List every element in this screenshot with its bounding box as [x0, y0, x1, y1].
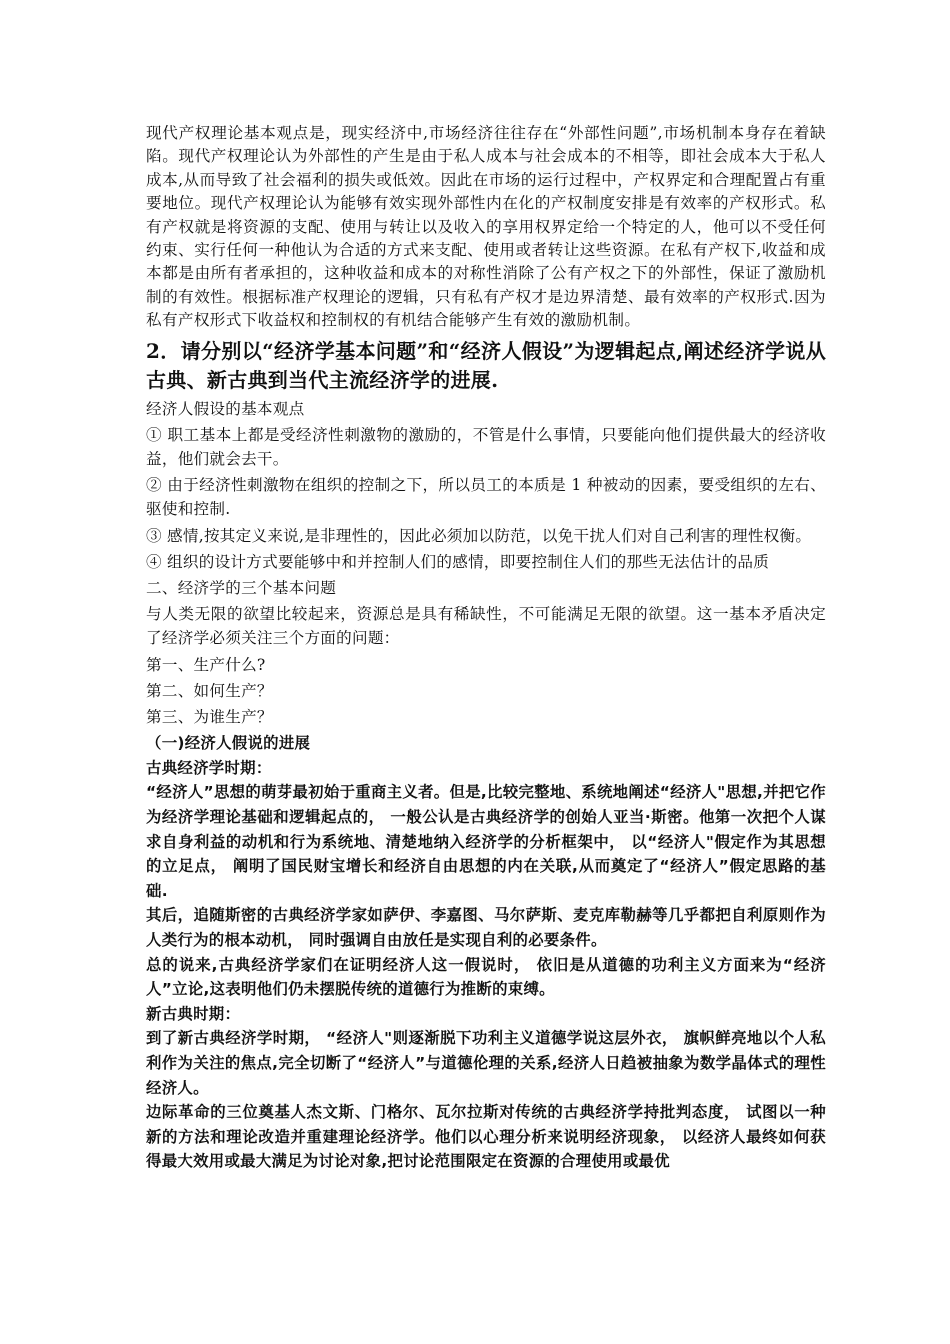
problems-intro: 与人类无限的欲望比较起来，资源总是具有稀缺性，不可能满足无限的欲望。这一基本矛盾决定了经济学必须关注三个方面的问题： — [146, 605, 826, 648]
neoclassical-title: 新古典时期： — [146, 1004, 241, 1023]
neoclassical-paragraph-2: 边际革命的三位奠基人杰文斯、门格尔、瓦尔拉斯对传统的古典经济学持批判态度， 试图以一种新的方法和理论改造并重建理论经济学。他们以心理分析来说明经济现象， 以经济人最终如何获得最大效用或最大满足为讨论对象,把讨论范围限定在资源的合理使用或最优 — [146, 1103, 826, 1171]
document-body — [146, 122, 826, 1174]
assumption-item-4: ④ 组织的设计方式要能够中和并控制人们的感情，即要控制住人们的那些无法估计的品质 — [146, 552, 770, 571]
assumption-item-2: ② 由于经济性刺激物在组织的控制之下，所以员工的本质是 1 种被动的因素，要受组织的左右、驱使和控制. — [146, 476, 826, 519]
neoclassical-paragraph-1: 到了新古典经济学时期， “经济人"则逐渐脱下功利主义道德学说这层外衣， 旗帜鲜亮地以个人私利作为关注的焦点,完全切断了“经济人”与道德伦理的关系,经济人日趋被抽象为数学晶体式的理性经济人。 — [146, 1029, 826, 1097]
assumption-item-3: ③ 感情,按其定义来说,是非理性的，因此必须加以防范，以免干扰人们对自己利害的理性权衡。 — [146, 526, 812, 545]
problem-item-2: 第二、如何生产？ — [146, 681, 273, 700]
section-one-title: （一)经济人假说的进展 — [146, 734, 311, 753]
problem-item-1: 第一、生产什么? — [146, 655, 266, 674]
problem-item-3: 第三、为谁生产？ — [146, 708, 273, 727]
question-heading: 2．请分别以“经济学基本问题”和“经济人假设”为逻辑起点,阐述经济学说从古典、新古典到当代主流经济学的进展. — [146, 338, 826, 392]
classical-title: 古典经济学时期： — [146, 758, 272, 777]
problems-title: 二、经济学的三个基本问题 — [146, 579, 337, 598]
assumption-title: 经济人假设的基本观点 — [146, 399, 305, 418]
classical-paragraph-1: “经济人”思想的萌芽最初始于重商主义者。但是,比较完整地、系统地阐述“经济人"思想,并把它作为经济学理论基础和逻辑起点的， 一般公认是古典经济学的创始人亚当·斯密。他第一次把个人谋求自身利益的动机和行为系统地、清楚地纳入经济学的分析框架中， 以“经济人"假定作为其思想的立足点， 阐明了国民财宝增长和经济自由思想的内在关联,从而奠定了“经济人”假定思路的基础. — [146, 783, 826, 900]
assumption-item-1: ① 职工基本上都是受经济性刺激物的激励的，不管是什么事情，只要能向他们提供最大的经济收益，他们就会去干。 — [146, 425, 826, 469]
classical-paragraph-2: 其后，追随斯密的古典经济学家如萨伊、李嘉图、马尔萨斯、麦克库勒赫等几乎都把自利原则作为人类行为的根本动机， 同时强调自由放任是实现自利的必要条件。 — [146, 906, 826, 950]
classical-paragraph-3: 总的说来,古典经济学家们在证明经济人这一假说时， 依旧是从道德的功利主义方面来为“经济人”立论,这表明他们仍未摆脱传统的道德行为推断的束缚。 — [146, 955, 826, 999]
intro-paragraph: 现代产权理论基本观点是，现实经济中,市场经济往往存在“外部性问题”,市场机制本身存在着缺陷。现代产权理论认为外部性的产生是由于私人成本与社会成本的不相等，即社会成本大于私人成本,从而导致了社会福利的损失或低效。因此在市场的运行过程中，产权界定和合理配置占有重要地位。现代产权理论认为能够有效实现外部性内在化的产权制度安排是有效率的产权形式。私有产权就是将资源的支配、使用与转让以及收入的享用权界定给一个特定的人，他可以不受任何约束、实行任何一种他认为合适的方式来支配、使用或者转让这些资源。在私有产权下,收益和成本都是由所有者承担的，这种收益和成本的对称性消除了公有产权之下的外部性，保证了激励机制的有效性。根据标准产权理论的逻辑，只有私有产权才是边界清楚、最有效率的产权形式.因为私有产权形式下收益权和控制权的有机结合能够产生有效的激励机制。 — [146, 124, 826, 330]
